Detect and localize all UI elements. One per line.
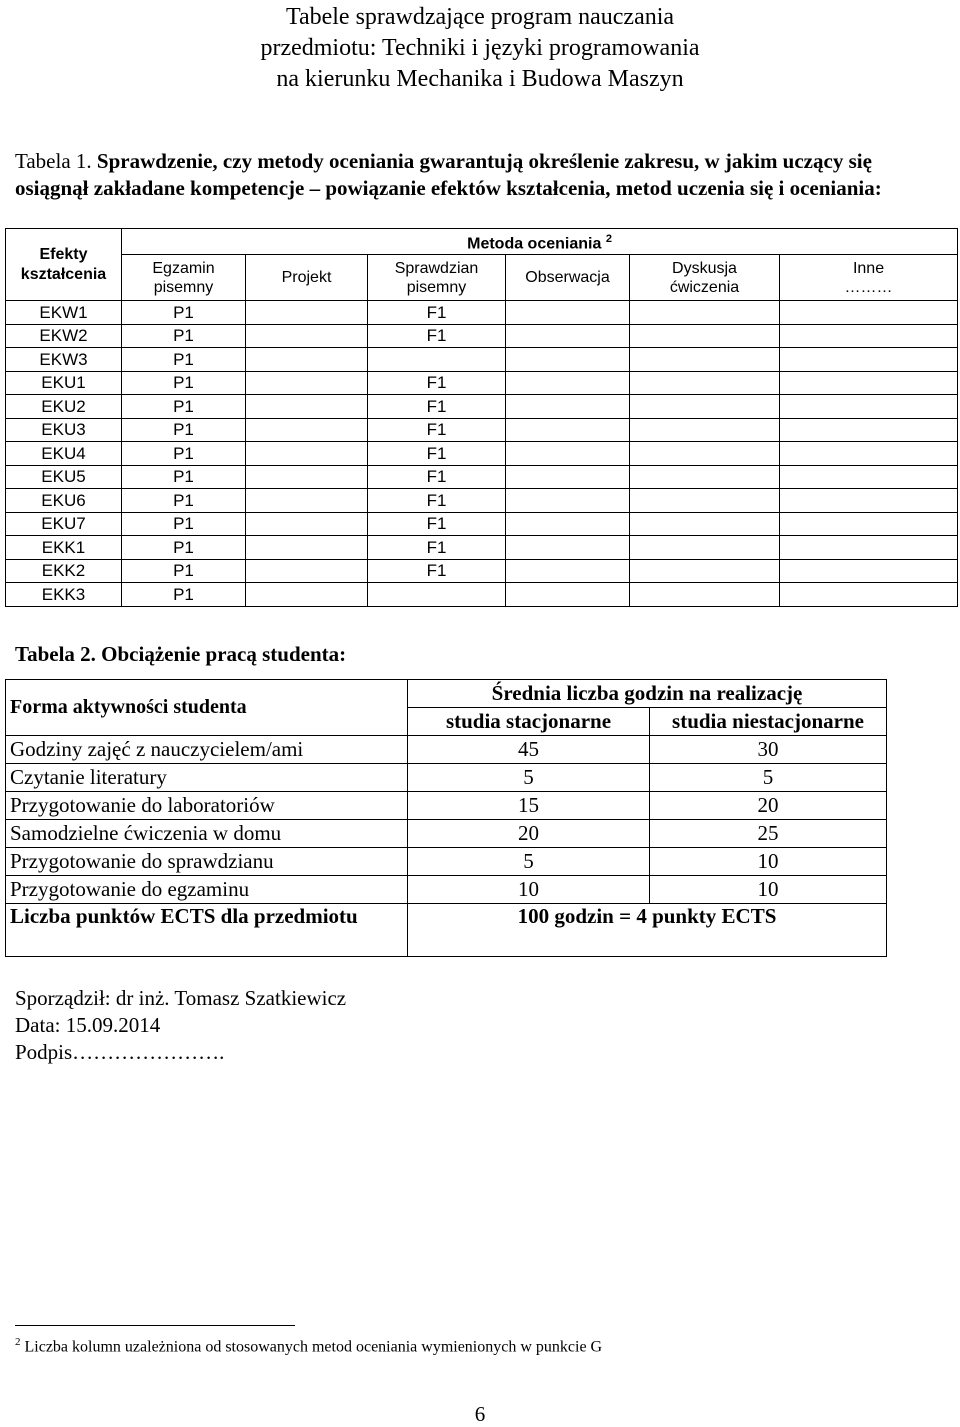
activity-label: Przygotowanie do sprawdzianu bbox=[6, 848, 408, 876]
hours-full-time: 20 bbox=[408, 820, 650, 848]
method-header bbox=[122, 255, 246, 301]
projekt-cell bbox=[246, 395, 368, 419]
sprawdzian-cell: F1 bbox=[368, 489, 506, 513]
table-row bbox=[6, 442, 958, 466]
method-label-line2: pisemny bbox=[153, 278, 214, 296]
method-label-line1: Dyskusja bbox=[672, 259, 737, 277]
inne-cell bbox=[780, 512, 958, 536]
inne-cell bbox=[780, 559, 958, 583]
obserwacja-cell bbox=[506, 395, 630, 419]
projekt-cell bbox=[246, 301, 368, 325]
projekt-cell bbox=[246, 442, 368, 466]
egzamin-cell: P1 bbox=[122, 324, 246, 348]
effect-code: EKW2 bbox=[6, 324, 122, 348]
dyskusja-cell bbox=[630, 348, 780, 372]
inne-cell bbox=[780, 301, 958, 325]
ects-row bbox=[6, 904, 887, 957]
hours-full-time: 45 bbox=[408, 736, 650, 764]
signature-line: Podpis…………………. bbox=[15, 1040, 225, 1064]
egzamin-cell: P1 bbox=[122, 371, 246, 395]
projekt-cell bbox=[246, 348, 368, 372]
dyskusja-cell bbox=[630, 559, 780, 583]
effect-code: EKU2 bbox=[6, 395, 122, 419]
footnote-divider bbox=[15, 1325, 295, 1326]
table-row bbox=[6, 876, 887, 904]
obserwacja-cell bbox=[506, 583, 630, 607]
egzamin-cell: P1 bbox=[122, 465, 246, 489]
hours-part-time: 25 bbox=[650, 820, 887, 848]
method-label-line2: ……… bbox=[844, 278, 893, 296]
egzamin-cell: P1 bbox=[122, 301, 246, 325]
activity-label: Samodzielne ćwiczenia w domu bbox=[6, 820, 408, 848]
date: Data: 15.09.2014 bbox=[15, 1013, 161, 1037]
table-row bbox=[6, 348, 958, 372]
method-header bbox=[506, 255, 630, 301]
table-row bbox=[6, 792, 887, 820]
workload-table bbox=[5, 679, 887, 957]
dyskusja-cell bbox=[630, 324, 780, 348]
sprawdzian-cell: F1 bbox=[368, 324, 506, 348]
obserwacja-cell bbox=[506, 301, 630, 325]
effect-code: EKU1 bbox=[6, 371, 122, 395]
dyskusja-cell bbox=[630, 583, 780, 607]
hours-part-time: 30 bbox=[650, 736, 887, 764]
dyskusja-cell bbox=[630, 536, 780, 560]
projekt-cell bbox=[246, 512, 368, 536]
obserwacja-cell bbox=[506, 442, 630, 466]
dyskusja-cell bbox=[630, 442, 780, 466]
header-method-group: Metoda oceniania $^2$ bbox=[122, 229, 958, 255]
footnote bbox=[15, 1336, 602, 1356]
table2-caption: Tabela 2. Obciążenie pracą studenta: bbox=[15, 642, 347, 666]
activity-label: Przygotowanie do egzaminu bbox=[6, 876, 408, 904]
effect-code: EKU3 bbox=[6, 418, 122, 442]
effect-code: EKU4 bbox=[6, 442, 122, 466]
table-row bbox=[6, 489, 958, 513]
effect-code: EKK3 bbox=[6, 583, 122, 607]
dyskusja-cell bbox=[630, 301, 780, 325]
hours-full-time: 15 bbox=[408, 792, 650, 820]
hours-full-time: 5 bbox=[408, 764, 650, 792]
sprawdzian-cell: F1 bbox=[368, 559, 506, 583]
inne-cell bbox=[780, 395, 958, 419]
dyskusja-cell bbox=[630, 489, 780, 513]
activity-label: Godziny zajęć z nauczycielem/ami bbox=[6, 736, 408, 764]
table-row bbox=[6, 583, 958, 607]
sprawdzian-cell: F1 bbox=[368, 536, 506, 560]
projekt-cell bbox=[246, 418, 368, 442]
table-row bbox=[6, 465, 958, 489]
method-label-line1: Egzamin bbox=[152, 259, 215, 277]
table-row bbox=[6, 418, 958, 442]
method-label-line1: Inne bbox=[852, 259, 885, 277]
obserwacja-cell bbox=[506, 418, 630, 442]
title-line-1: Tabele sprawdzające program nauczania bbox=[285, 4, 675, 30]
dyskusja-cell bbox=[630, 465, 780, 489]
obserwacja-cell bbox=[506, 489, 630, 513]
sprawdzian-cell: F1 bbox=[368, 442, 506, 466]
egzamin-cell: P1 bbox=[122, 536, 246, 560]
egzamin-cell: P1 bbox=[122, 489, 246, 513]
method-label-line2: pisemny bbox=[406, 278, 467, 296]
method-label-line1: Sprawdzian bbox=[394, 259, 479, 277]
obserwacja-cell bbox=[506, 348, 630, 372]
table-row bbox=[6, 512, 958, 536]
ects-value: 100 godzin = 4 punkty ECTS bbox=[408, 904, 887, 957]
table-row bbox=[6, 395, 958, 419]
egzamin-cell: P1 bbox=[122, 559, 246, 583]
dyskusja-cell bbox=[630, 395, 780, 419]
sprawdzian-cell bbox=[368, 348, 506, 372]
projekt-cell bbox=[246, 536, 368, 560]
table-row bbox=[6, 324, 958, 348]
table1-caption-text: Sprawdzenie, czy metody oceniania gwarantują określenie zakresu, w jakim uczący się osiągnął zakładane kompetencje – powiązanie efektów kształcenia, metod uczenia się i oceniania: bbox=[15, 149, 882, 200]
table1-caption bbox=[15, 148, 905, 202]
inne-cell bbox=[780, 442, 958, 466]
document-title bbox=[0, 2, 960, 95]
inne-cell bbox=[780, 418, 958, 442]
table-row bbox=[6, 371, 958, 395]
title-line-3: na kierunku Mechanika i Budowa Maszyn bbox=[276, 66, 684, 92]
sprawdzian-cell: F1 bbox=[368, 301, 506, 325]
hours-part-time: 10 bbox=[650, 848, 887, 876]
sprawdzian-cell: F1 bbox=[368, 395, 506, 419]
sprawdzian-cell: F1 bbox=[368, 371, 506, 395]
projekt-cell bbox=[246, 583, 368, 607]
projekt-cell bbox=[246, 371, 368, 395]
method-header bbox=[780, 255, 958, 301]
effect-code: EKU5 bbox=[6, 465, 122, 489]
projekt-cell bbox=[246, 489, 368, 513]
hours-part-time: 10 bbox=[650, 876, 887, 904]
prepared-by: Sporządził: dr inż. Tomasz Szatkiewicz bbox=[15, 986, 347, 1010]
header-effects: Efekty kształcenia bbox=[6, 229, 122, 301]
effect-code: EKK1 bbox=[6, 536, 122, 560]
egzamin-cell: P1 bbox=[122, 512, 246, 536]
obserwacja-cell bbox=[506, 559, 630, 583]
table-row bbox=[6, 820, 887, 848]
method-label-line2: ćwiczenia bbox=[669, 278, 740, 296]
sprawdzian-cell: F1 bbox=[368, 465, 506, 489]
activity-label: Czytanie literatury bbox=[6, 764, 408, 792]
dyskusja-cell bbox=[630, 371, 780, 395]
method-label-line1: Obserwacja bbox=[525, 269, 610, 287]
inne-cell bbox=[780, 371, 958, 395]
hours-full-time: 10 bbox=[408, 876, 650, 904]
method-header bbox=[368, 255, 506, 301]
ects-label: Liczba punktów ECTS dla przedmiotu bbox=[6, 904, 408, 957]
egzamin-cell: P1 bbox=[122, 583, 246, 607]
effect-code: EKK2 bbox=[6, 559, 122, 583]
egzamin-cell: P1 bbox=[122, 418, 246, 442]
inne-cell bbox=[780, 536, 958, 560]
projekt-cell bbox=[246, 559, 368, 583]
projekt-cell bbox=[246, 465, 368, 489]
activity-label: Przygotowanie do laboratoriów bbox=[6, 792, 408, 820]
table-row bbox=[6, 301, 958, 325]
sprawdzian-cell: F1 bbox=[368, 512, 506, 536]
header-activity-form: Forma aktywności studenta bbox=[6, 680, 408, 736]
header-part-time: studia niestacjonarne bbox=[650, 708, 887, 736]
assessment-methods-table bbox=[5, 228, 958, 607]
signature-block bbox=[15, 985, 346, 1066]
footnote-marker: 2 bbox=[15, 1336, 21, 1348]
egzamin-cell: P1 bbox=[122, 442, 246, 466]
egzamin-cell: P1 bbox=[122, 395, 246, 419]
obserwacja-cell bbox=[506, 536, 630, 560]
title-line-2: przedmiotu: Techniki i języki programowania bbox=[260, 35, 700, 61]
sprawdzian-cell bbox=[368, 583, 506, 607]
obserwacja-cell bbox=[506, 371, 630, 395]
inne-cell bbox=[780, 583, 958, 607]
dyskusja-cell bbox=[630, 418, 780, 442]
obserwacja-cell bbox=[506, 465, 630, 489]
method-label-line1: Projekt bbox=[281, 269, 332, 287]
dyskusja-cell bbox=[630, 512, 780, 536]
inne-cell bbox=[780, 465, 958, 489]
header-hours-group: Średnia liczba godzin na realizację bbox=[408, 680, 887, 708]
hours-part-time: 20 bbox=[650, 792, 887, 820]
method-header bbox=[630, 255, 780, 301]
effect-code: EKU7 bbox=[6, 512, 122, 536]
hours-part-time: 5 bbox=[650, 764, 887, 792]
table-row bbox=[6, 536, 958, 560]
inne-cell bbox=[780, 348, 958, 372]
effect-code: EKW3 bbox=[6, 348, 122, 372]
method-header bbox=[246, 255, 368, 301]
footnote-text: Liczba kolumn uzależniona od stosowanych metod oceniania wymienionych w punkcie G bbox=[24, 1338, 603, 1356]
header-full-time: studia stacjonarne bbox=[408, 708, 650, 736]
effect-code: EKU6 bbox=[6, 489, 122, 513]
inne-cell bbox=[780, 324, 958, 348]
table-row bbox=[6, 764, 887, 792]
effect-code: EKW1 bbox=[6, 301, 122, 325]
egzamin-cell: P1 bbox=[122, 348, 246, 372]
table-row bbox=[6, 559, 958, 583]
page-number: 6 bbox=[474, 1402, 486, 1426]
projekt-cell bbox=[246, 324, 368, 348]
obserwacja-cell bbox=[506, 512, 630, 536]
hours-full-time: 5 bbox=[408, 848, 650, 876]
table-row bbox=[6, 736, 887, 764]
table1-caption-label: Tabela 1. bbox=[15, 149, 92, 173]
footnote-ref: 2 bbox=[605, 233, 612, 245]
inne-cell bbox=[780, 489, 958, 513]
obserwacja-cell bbox=[506, 324, 630, 348]
sprawdzian-cell: F1 bbox=[368, 418, 506, 442]
table-row bbox=[6, 848, 887, 876]
